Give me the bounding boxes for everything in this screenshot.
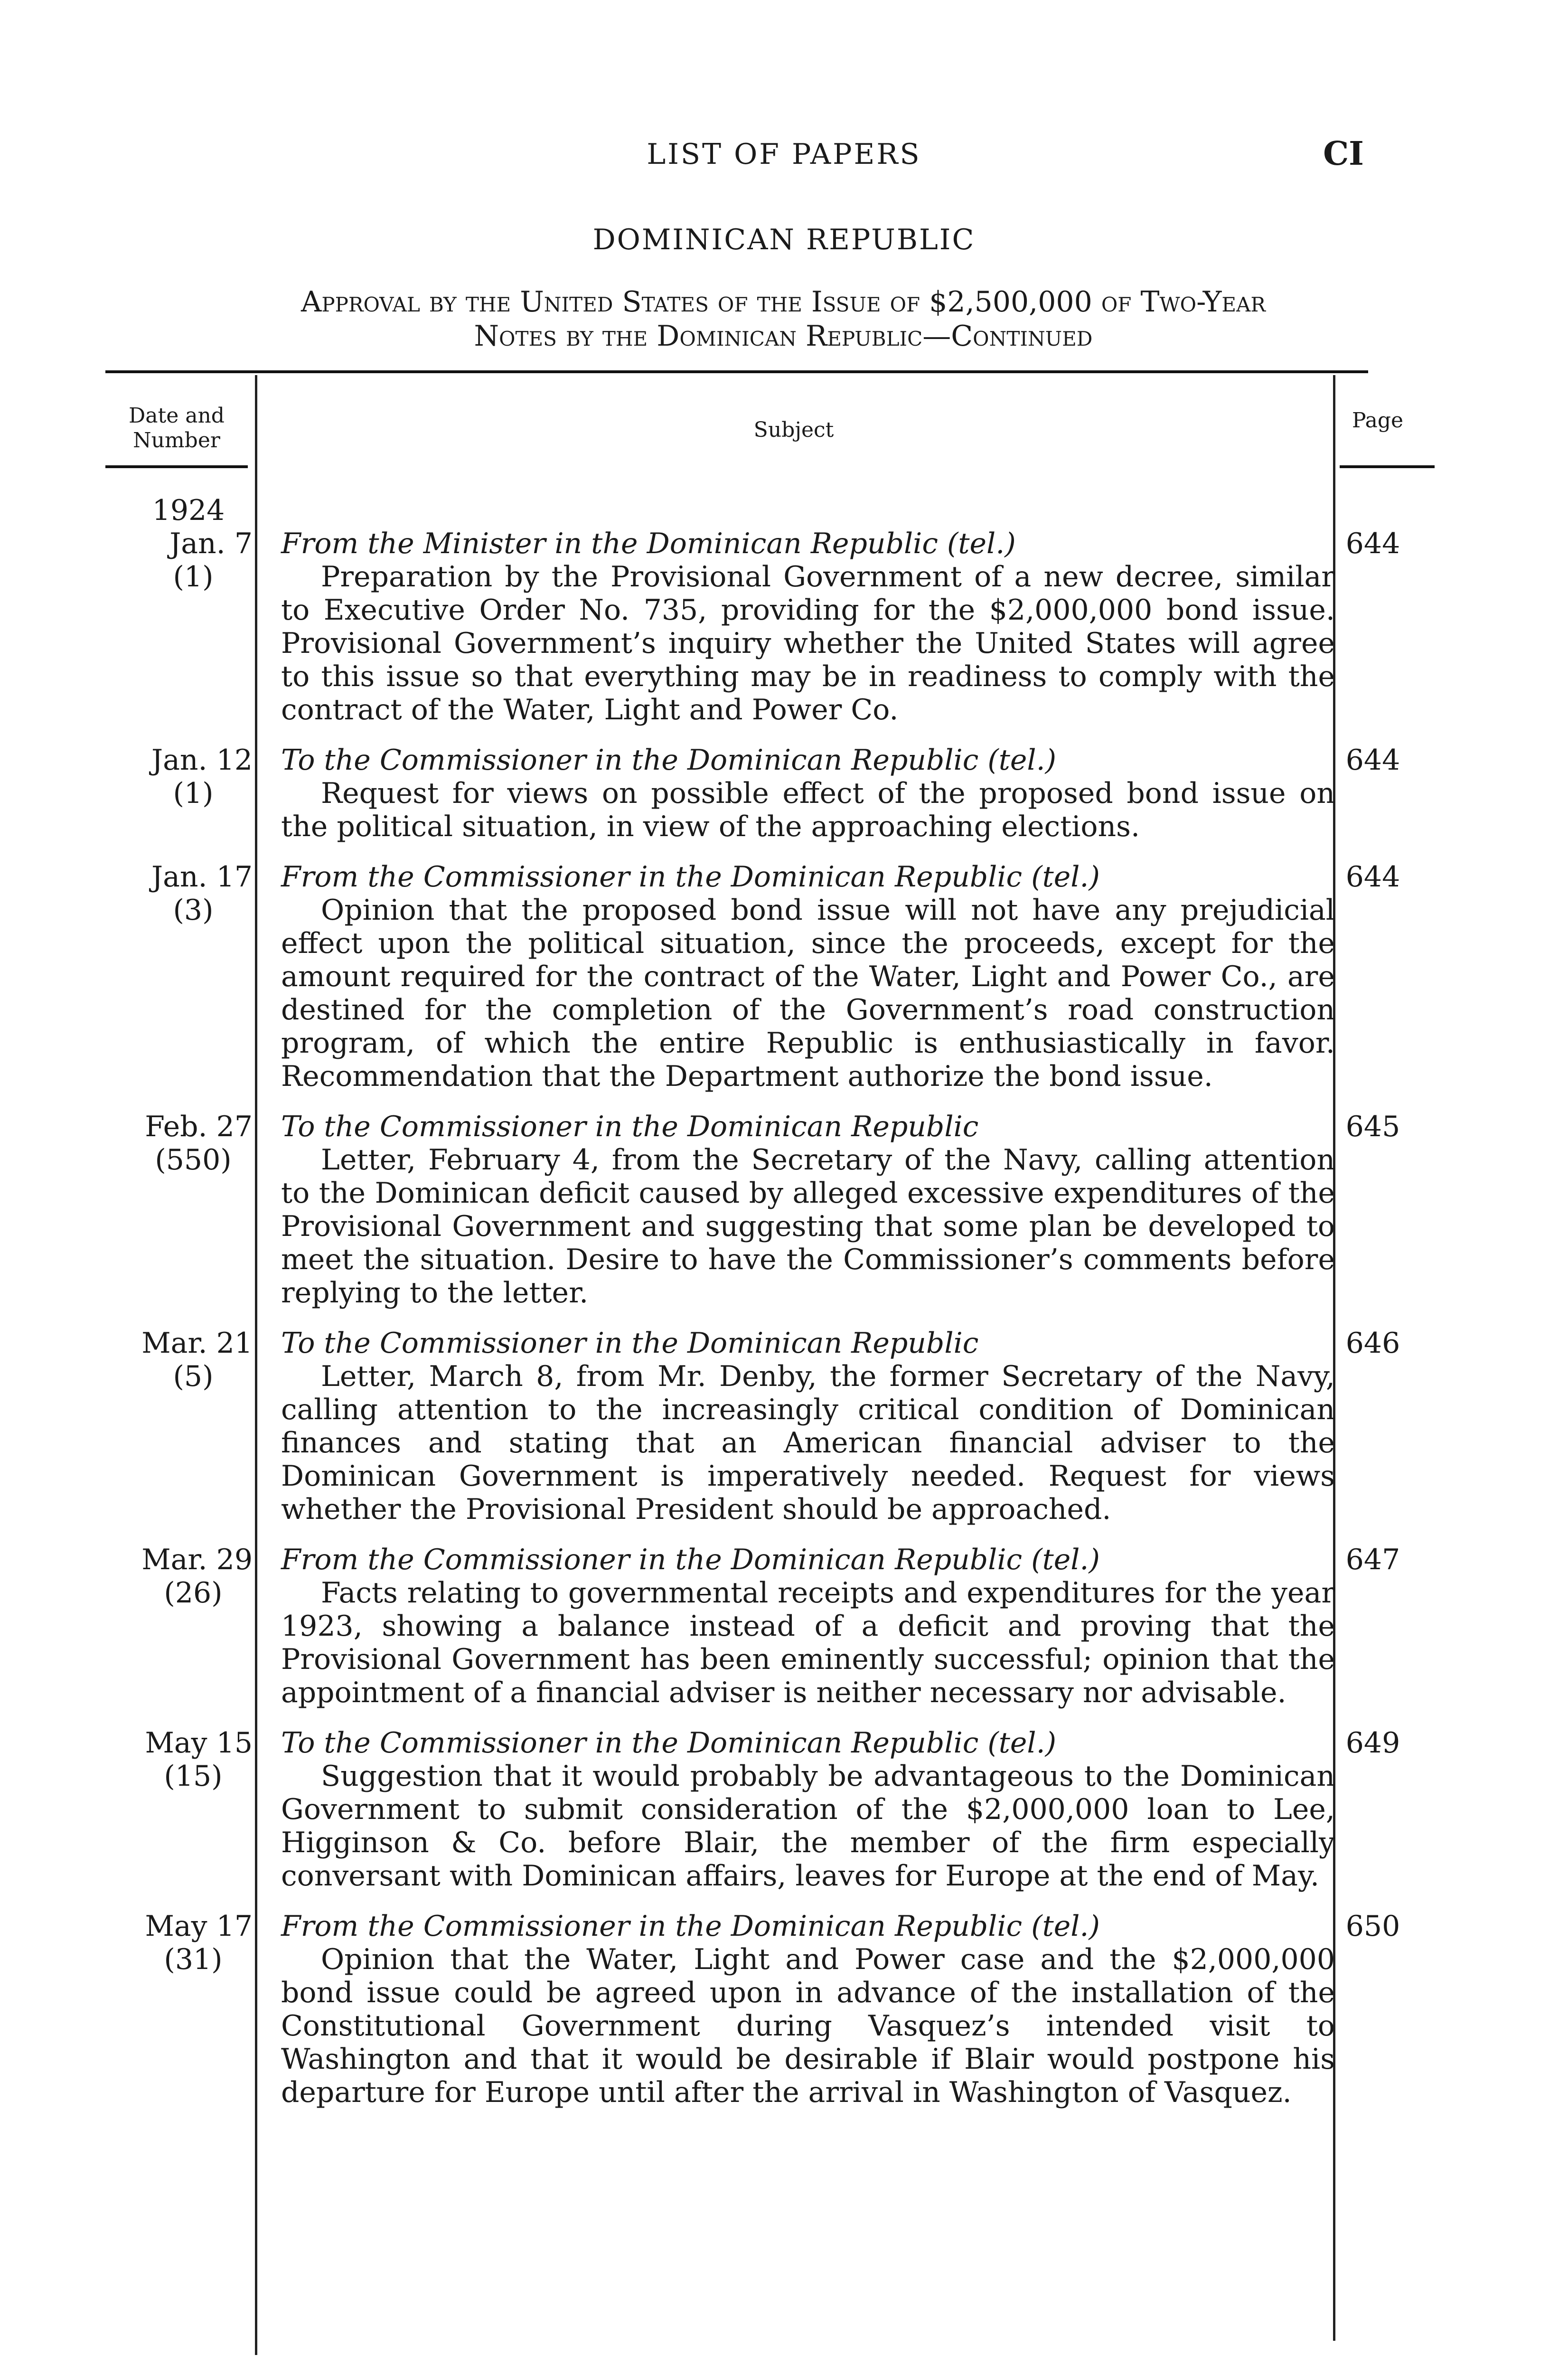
- entry-number: (550): [155, 1143, 232, 1177]
- entry-date-cell: [105, 860, 253, 927]
- entry-date: May 17: [145, 1910, 253, 1943]
- entry-summary: Suggestion that it would probably be advantageous to the Dominican Government to submit consideration of the $2,000,000 loan to Lee, Higginson & Co. before Blair, the member of the firm especially conversant with Dominican affairs, leaves for Europe at the end of May.: [281, 1760, 1335, 1893]
- entry-date-cell: [105, 527, 253, 594]
- entry-number: (5): [173, 1360, 214, 1393]
- entry-source: To the Commissioner in the Dominican Republic (tel.): [281, 744, 1057, 777]
- entry-summary: Preparation by the Provisional Government of a new decree, similar to Executive Order No. 735, providing for the $2,000,000 bond issue. Provisional Government’s inquiry whether the United States will agree to this issue so that everything may be in readiness to comply with the contract of the Water, Light and Power Co.: [281, 560, 1335, 726]
- entry-date: Mar. 21: [141, 1327, 253, 1360]
- table-row: [105, 1910, 1400, 2109]
- section-heading: [95, 285, 1472, 353]
- entry-subject-cell: [281, 744, 1335, 843]
- entry-subject-cell: [281, 860, 1335, 1093]
- entry-number: (26): [164, 1576, 223, 1610]
- running-title: LIST OF PAPERS: [647, 138, 921, 171]
- column-header-date: Date and Number: [129, 404, 225, 452]
- entry-page: 647: [1345, 1543, 1400, 1576]
- table-row: [105, 860, 1400, 1093]
- entry-date: Jan. 17: [151, 860, 253, 894]
- table-row: [105, 1327, 1400, 1526]
- entry-summary: Facts relating to governmental receipts and expenditures for the year 1923, showing a balance instead of a deficit and proving that the Provisional Government has been eminently successful; opinion that the appointment of a financial adviser is neither necessary nor advisable.: [281, 1576, 1335, 1709]
- year-row: [105, 494, 1368, 527]
- table-row: [105, 527, 1400, 726]
- entry-number: (31): [164, 1943, 223, 1976]
- table-row: [105, 1726, 1400, 1893]
- entry-page: 649: [1345, 1726, 1400, 1760]
- entry-source: From the Commissioner in the Dominican Republic (tel.): [281, 1910, 1100, 1943]
- page-number: CI: [1323, 135, 1364, 173]
- table-row: [105, 744, 1400, 843]
- running-head: [0, 135, 1568, 180]
- entry-number: (15): [164, 1760, 223, 1793]
- entry-subject-cell: [281, 1110, 1335, 1309]
- entry-subject-cell: [281, 1726, 1335, 1893]
- table-body: [105, 494, 1400, 2126]
- entry-date: May 15: [145, 1726, 253, 1760]
- entry-summary: Request for views on possible effect of the proposed bond issue on the political situation, in view of the approaching elections.: [281, 777, 1335, 843]
- country-heading: DOMINICAN REPUBLIC: [592, 223, 976, 256]
- entry-page: 644: [1345, 744, 1400, 777]
- entry-date: Mar. 29: [141, 1543, 253, 1576]
- table-row: [105, 1543, 1400, 1709]
- entry-subject-cell: [281, 1910, 1335, 2109]
- entry-number: (1): [173, 560, 214, 594]
- section-heading-line-1: Approval by the United States of the Issue of $2,500,000 of Two-Year: [300, 285, 1266, 319]
- entry-number: (1): [173, 777, 214, 810]
- entry-page: 645: [1345, 1110, 1400, 1143]
- entry-date: Jan. 7: [169, 527, 253, 560]
- entry-subject-cell: [281, 1327, 1335, 1526]
- entry-source: From the Commissioner in the Dominican Republic (tel.): [281, 860, 1100, 894]
- entry-page: 650: [1345, 1910, 1400, 1943]
- date-header-rule: [105, 465, 248, 468]
- column-header-subject: Subject: [753, 418, 834, 442]
- year-label: 1924: [152, 494, 225, 527]
- entry-summary: Opinion that the Water, Light and Power case and the $2,000,000 bond issue could be agreed upon in advance of the installation of the Constitutional Government during Vasquez’s intended visit to Washington and that it would be desirable if Blair would postpone his departure for Europe until after the arrival in Washington of Vasquez.: [281, 1943, 1335, 2109]
- entry-page: 644: [1345, 527, 1400, 560]
- entry-source: To the Commissioner in the Dominican Republic: [281, 1327, 979, 1360]
- entry-source: To the Commissioner in the Dominican Republic (tel.): [281, 1726, 1057, 1760]
- entry-page: 644: [1345, 860, 1400, 894]
- entry-date: Jan. 12: [151, 744, 253, 777]
- table-row: [105, 1110, 1400, 1309]
- section-heading-line-2: Notes by the Dominican Republic—Continued: [474, 320, 1093, 353]
- entry-date-cell: [105, 1543, 253, 1610]
- entry-summary: Letter, February 4, from the Secretary of the Navy, calling attention to the Dominican deficit caused by alleged excessive expenditures of the Provisional Government and suggesting that some plan be developed to meet the situation. Desire to have the Commissioner’s comments before replying to the letter.: [281, 1143, 1335, 1309]
- entry-date: Feb. 27: [145, 1110, 253, 1143]
- entry-page: 646: [1345, 1327, 1400, 1360]
- table-top-rule: [105, 370, 1368, 373]
- page-header-rule: [1340, 465, 1435, 468]
- column-header-page: Page: [1352, 408, 1404, 433]
- entry-source: From the Minister in the Dominican Republic (tel.): [281, 527, 1016, 560]
- entry-number: (3): [173, 894, 214, 927]
- entry-summary: Letter, March 8, from Mr. Denby, the former Secretary of the Navy, calling attention to the increasingly critical condition of Dominican finances and stating that an American financial adviser to the Dominican Government is imperatively needed. Request for views whether the Provisional President should be approached.: [281, 1360, 1335, 1526]
- entry-subject-cell: [281, 1543, 1335, 1709]
- entry-source: From the Commissioner in the Dominican Republic (tel.): [281, 1543, 1100, 1576]
- entry-date-cell: [105, 744, 253, 810]
- entry-date-cell: [105, 1726, 253, 1793]
- entry-summary: Opinion that the proposed bond issue will not have any prejudicial effect upon the political situation, since the proceeds, except for the amount required for the contract of the Water, Light and Power Co., are destined for the completion of the Government’s road construction program, of which the entire Republic is enthusiastically in favor. Recommendation that the Department authorize the bond issue.: [281, 894, 1335, 1093]
- entry-subject-cell: [281, 527, 1335, 726]
- entry-date-cell: [105, 1327, 253, 1393]
- entry-date-cell: [105, 1910, 253, 1976]
- entry-date-cell: [105, 1110, 253, 1177]
- entry-source: To the Commissioner in the Dominican Republic: [281, 1110, 979, 1143]
